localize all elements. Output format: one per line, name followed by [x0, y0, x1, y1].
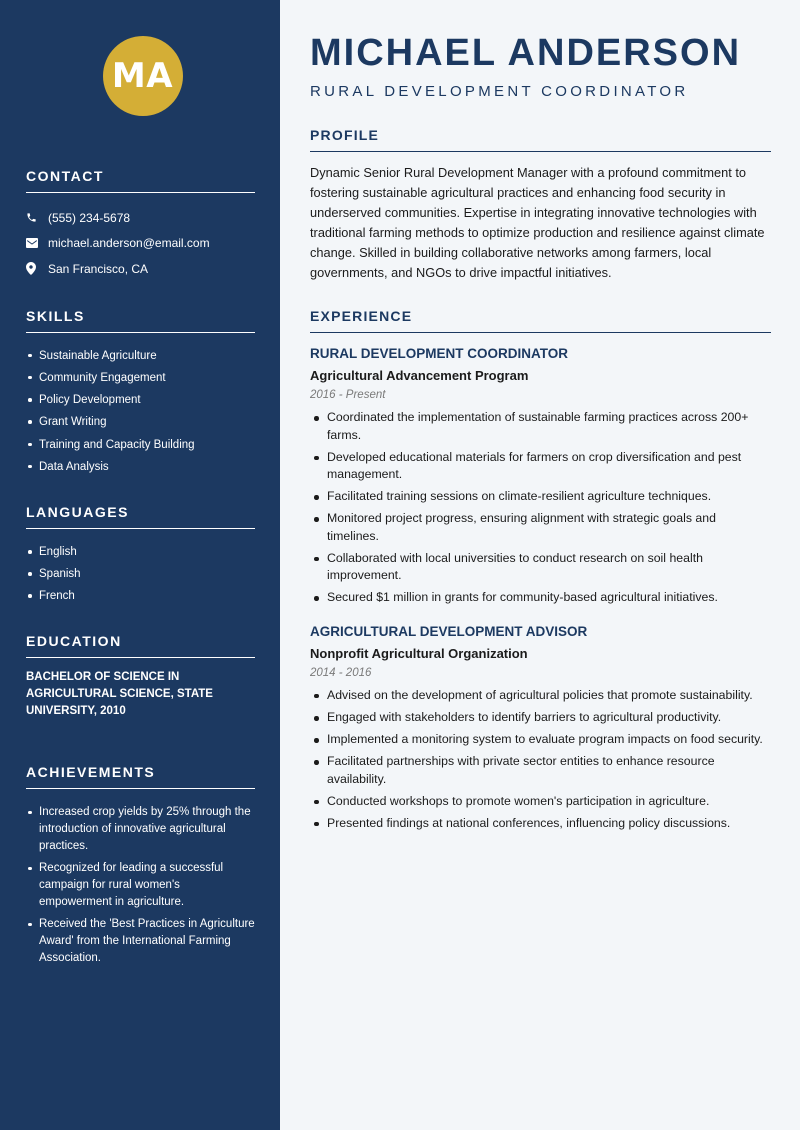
job-bullet: Conducted workshops to promote women's participation in agriculture. — [310, 793, 771, 811]
email-text: michael.anderson@email.com — [48, 236, 210, 251]
job-bullet: Collaborated with local universities to conduct research on soil health improvement. — [310, 550, 771, 585]
job-bullet: Presented findings at national conferences, influencing policy discussions. — [310, 815, 771, 833]
profile-text: Dynamic Senior Rural Development Manager with a profound commitment to fostering sustainable agricultural practices and enhancing food security in underserved communities. Expertise in integrating innovative technologies with traditional farming methods to optimize production and resilience against climate change. Skilled in building collaborative networks among farmers, local governments, and NGOs to drive impactful initiatives. — [310, 165, 765, 280]
language-item: Spanish — [26, 563, 255, 585]
language-item: English — [26, 541, 255, 563]
main-content — [280, 0, 800, 1130]
skill-item: Sustainable Agriculture — [26, 345, 255, 367]
profile-section — [310, 127, 771, 283]
contact-section — [26, 168, 255, 282]
skill-item: Data Analysis — [26, 456, 255, 478]
achievements-list — [26, 804, 255, 967]
location-text: San Francisco, CA — [48, 261, 149, 276]
contact-list — [26, 205, 255, 282]
sidebar — [0, 0, 280, 1130]
contact-location — [26, 256, 255, 282]
job-entry — [310, 624, 771, 832]
achievements-section — [26, 764, 255, 967]
person-name: MICHAEL ANDERSON — [310, 32, 742, 74]
avatar-wrap — [30, 36, 255, 116]
skill-item: Training and Capacity Building — [26, 434, 255, 456]
achievement-item: Increased crop yields by 25% through the introduction of innovative agricultural practices. — [26, 804, 255, 855]
languages-section — [26, 504, 255, 608]
experience-heading: EXPERIENCE — [310, 308, 771, 333]
job-bullet: Monitored project progress, ensuring alignment with strategic goals and timelines. — [310, 510, 771, 545]
languages-list — [26, 541, 255, 608]
job-bullet: Secured $1 million in grants for community-based agricultural initiatives. — [310, 589, 771, 607]
contact-heading: CONTACT — [26, 168, 255, 193]
language-item: French — [26, 585, 255, 607]
skill-item: Grant Writing — [26, 411, 255, 433]
skills-heading: SKILLS — [26, 308, 255, 333]
job-bullet: Facilitated training sessions on climate-resilient agriculture techniques. — [310, 488, 771, 506]
job-bullet: Advised on the development of agricultural policies that promote sustainability. — [310, 687, 771, 705]
job-dates: 2016 - Present — [310, 389, 386, 401]
job-bullets — [310, 687, 771, 832]
phone-text: (555) 234-5678 — [48, 210, 131, 225]
job-bullet: Implemented a monitoring system to evaluate program impacts on food security. — [310, 731, 771, 749]
profile-heading: PROFILE — [310, 127, 771, 152]
job-organization: Nonprofit Agricultural Organization — [310, 645, 528, 661]
education-section — [26, 633, 255, 720]
achievement-item: Received the 'Best Practices in Agriculture Award' from the International Farming Association. — [26, 916, 255, 967]
experience-section — [310, 308, 771, 832]
contact-email — [26, 231, 255, 257]
skills-list — [26, 345, 255, 478]
skill-item: Policy Development — [26, 389, 255, 411]
education-heading: EDUCATION — [26, 633, 255, 658]
phone-icon — [26, 212, 48, 223]
skills-section — [26, 308, 255, 478]
job-bullet: Coordinated the implementation of sustainable farming practices across 200+ farms. — [310, 409, 771, 444]
location-pin-icon — [26, 262, 48, 275]
achievement-item: Recognized for leading a successful campaign for rural women's empowerment in agriculture. — [26, 860, 255, 911]
job-title: RURAL DEVELOPMENT COORDINATOR — [310, 346, 569, 361]
education-degree: BACHELOR OF SCIENCE IN AGRICULTURAL SCIENCE, STATE UNIVERSITY, 2010 — [26, 670, 213, 717]
job-bullets — [310, 409, 771, 607]
job-organization: Agricultural Advancement Program — [310, 368, 529, 383]
achievements-heading: ACHIEVEMENTS — [26, 764, 255, 789]
job-bullet: Developed educational materials for farmers on crop diversification and pest management. — [310, 449, 771, 484]
contact-phone — [26, 205, 255, 231]
job-bullet: Facilitated partnerships with private sector entities to enhance resource availability. — [310, 753, 771, 788]
skill-item: Community Engagement — [26, 367, 255, 389]
job-bullet: Engaged with stakeholders to identify barriers to agricultural productivity. — [310, 709, 771, 727]
job-title-header: RURAL DEVELOPMENT COORDINATOR — [310, 83, 689, 100]
mail-icon — [26, 238, 48, 248]
job-entry — [310, 346, 771, 607]
avatar-initials: MA — [103, 36, 183, 116]
job-title: AGRICULTURAL DEVELOPMENT ADVISOR — [310, 623, 588, 639]
job-dates: 2014 - 2016 — [310, 666, 372, 679]
languages-heading: LANGUAGES — [26, 504, 255, 529]
